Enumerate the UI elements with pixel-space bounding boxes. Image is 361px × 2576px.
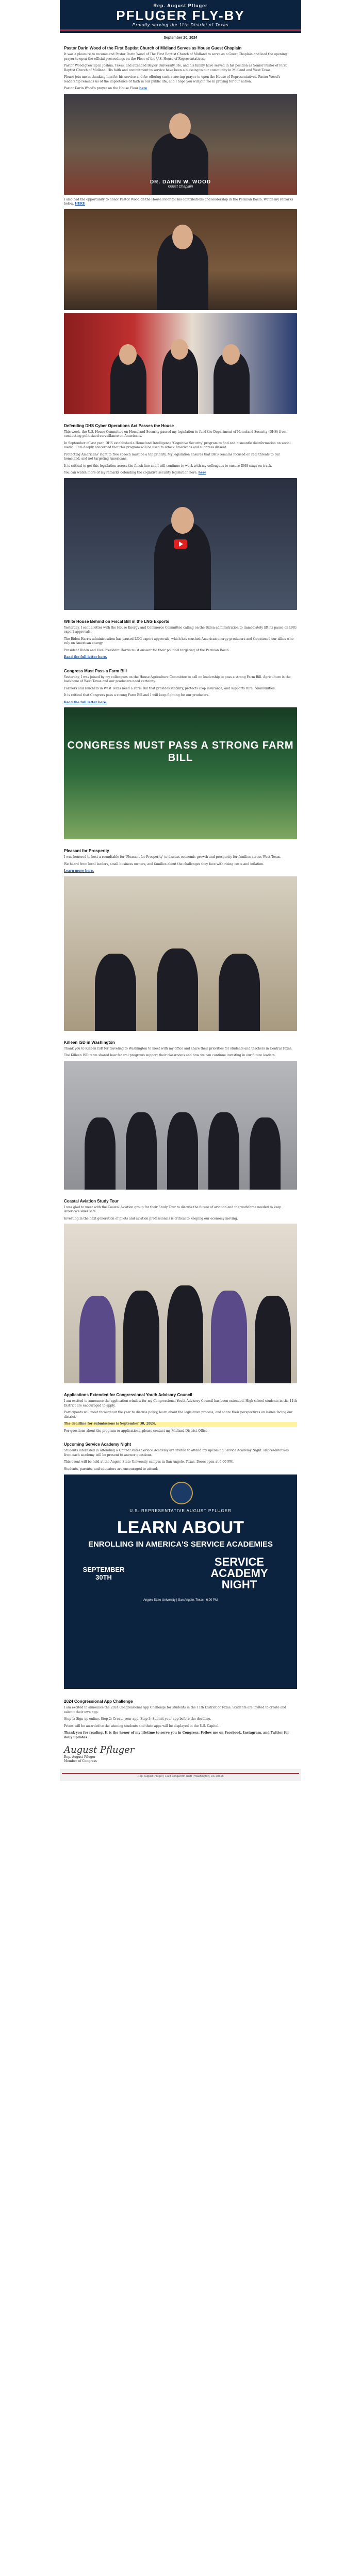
- section-farm-bill: [60, 664, 301, 844]
- remarks-link[interactable]: HERE: [75, 202, 85, 206]
- farm-bill-banner: [64, 707, 297, 839]
- section-title: Pastor Darin Wood of the First Baptist Church of Midland Serves as House Guest Chaplain: [64, 46, 242, 50]
- person-figure: [208, 1112, 239, 1190]
- person-figure: [219, 954, 260, 1031]
- signoff-name: Rep. August Pfluger: [64, 1755, 96, 1759]
- person-figure: [79, 1296, 116, 1383]
- paragraph: [64, 198, 297, 207]
- paragraph: [64, 655, 297, 660]
- paragraph-text: You can watch more of my remarks defending the cognitive security legislation here.: [64, 471, 198, 474]
- flyer-header: U.S. REPRESENTATIVE AUGUST PFLUGER: [129, 1509, 232, 1513]
- paragraph: In September of last year, DHS established a Homeland Intelligence 'Cognitive Security' program to find and dismantle disinformation on social media. I am deeply concerned that this program will be used to attack Americans and suppress dissent.: [64, 441, 291, 449]
- section-killeen-isd: [60, 1035, 301, 1194]
- paragraph: It is critical to get this legislation across the finish line and I will continue to work with my colleagues to ensure DHS stays on track.: [64, 464, 272, 468]
- paragraph: President Biden and Vice President Harris must answer for their political targeting of the Permian Basin.: [64, 648, 230, 652]
- caption-name: DR. DARIN W. WOOD: [150, 179, 211, 185]
- section-title: Pleasant for Prosperity: [64, 849, 109, 853]
- paragraph: Thank you to Killeen ISD for traveling to Washington to meet with my office and share their priorities for students and teachers in Central Texas.: [64, 1046, 292, 1050]
- person-head: [172, 225, 193, 249]
- flyer-row: [64, 1549, 297, 1590]
- section-prosperity: [60, 843, 301, 1035]
- paragraph: Yesterday, I was joined by my colleagues on the House Agriculture Committee to call on leadership to pass a strong Farm Bill. Agriculture is the backbone of West Texas and our producers need certainty.: [64, 675, 291, 683]
- person-head: [119, 344, 137, 365]
- person-figure: [154, 522, 211, 610]
- paragraph: Farmers and ranchers in West Texas need a Farm Bill that provides stability, protects crop insurance, and supports rural communities.: [64, 686, 276, 690]
- paragraph: I was glad to meet with the Coastal Aviation group for their Study Tour to discuss the future of aviation and the workforce needed to keep America's skies safe.: [64, 1205, 282, 1213]
- dhs-video-thumbnail[interactable]: [64, 478, 297, 610]
- section-dhs-act: [60, 418, 301, 614]
- farm-bill-banner-text: CONGRESS MUST PASS A STRONG FARM BILL: [67, 740, 294, 764]
- paragraph: Students interested in attending a United States Service Academy are invited to attend my upcoming Service Academy Night. Representatives from each academy will be present to answer questions.: [64, 1449, 289, 1457]
- person-head: [171, 339, 188, 360]
- footer-rule: [62, 1773, 299, 1774]
- paragraph: It is critical that Congress pass a strong Farm Bill and I will keep fighting for our producers.: [64, 693, 209, 697]
- signature: August Pfluger: [64, 1744, 135, 1755]
- person-figure: [123, 1291, 159, 1383]
- prosperity-link[interactable]: Learn more here.: [64, 869, 94, 873]
- masthead-tagline: Proudly serving the 11th District of Texas: [132, 23, 229, 27]
- photo-caption: [64, 179, 297, 189]
- person-figure: [157, 948, 198, 1031]
- remarks-video-thumbnail[interactable]: [64, 209, 297, 310]
- flyer-location: Angelo State University | San Angelo, Texas | 6:00 PM: [143, 1599, 218, 1602]
- person-head: [222, 344, 240, 365]
- section-lng-exports: [60, 614, 301, 664]
- section-title: Defending DHS Cyber Operations Act Passes the House: [64, 423, 174, 428]
- section-title: Applications Extended for Congressional Youth Advisory Council: [64, 1393, 192, 1397]
- masthead: [60, 0, 301, 33]
- paragraph: I am excited to announce the application window for my Congressional Youth Advisory Council has been extended. High school students in the 11th District are encouraged to apply.: [64, 1399, 297, 1408]
- section-youth-council: [60, 1387, 301, 1437]
- paragraph: Students, parents, and educators are encouraged to attend.: [64, 1467, 158, 1471]
- roundtable-photo: [64, 876, 297, 1031]
- lng-letter-link[interactable]: Read the full letter here.: [64, 655, 107, 659]
- paragraph: It was a pleasure to recommend Pastor Darin Wood of The First Baptist Church of Midland to serve as a Guest Chaplain and lead the opening prayer to open the official proceedings on the Floor of the U.S. House of Representatives.: [64, 53, 287, 61]
- person-figure: [211, 1291, 247, 1383]
- congressional-seal-icon: [170, 1482, 193, 1504]
- issue-date: September 20, 2024: [163, 36, 198, 40]
- play-icon[interactable]: [174, 539, 187, 549]
- masthead-title: PFLUGER FLY-BY: [116, 8, 245, 23]
- service-academy-flyer: [64, 1475, 297, 1689]
- section-aviation: [60, 1194, 301, 1388]
- flyer-event: SERVICE ACADEMY NIGHT: [210, 1555, 268, 1591]
- paragraph: We heard from local leaders, small business owners, and families about the challenges they face with rising costs and inflation.: [64, 862, 265, 866]
- section-app-challenge: [60, 1694, 301, 1743]
- paragraph: Prizes will be awarded to the winning students and their apps will be displayed in the U.S. Capitol.: [64, 1724, 220, 1728]
- section-title: Coastal Aviation Study Tour: [64, 1198, 119, 1204]
- person-head: [171, 507, 194, 534]
- person-figure: [85, 1117, 116, 1190]
- flyer-date: SEPTEMBER 30TH: [83, 1566, 125, 1581]
- caption-role: Guest Chaplain: [168, 184, 193, 189]
- paragraph: Investing in the next generation of pilots and aviation professionals is critical to keeping our economy moving.: [64, 1216, 238, 1221]
- paragraph: Protecting Americans' right to free speech must be a top priority. My legislation ensures that DHS remains focused on real threats to our homeland, and not targeting Americans.: [64, 452, 280, 461]
- flyer-headline: LEARN ABOUT: [117, 1518, 244, 1537]
- paragraph: The Biden-Harris administration has paused LNG export approvals, which has crushed American energy producers and threatened our allies who rely on American energy.: [64, 637, 293, 645]
- section-title: Congress Must Pass a Farm Bill: [64, 668, 127, 673]
- paragraph: [64, 471, 297, 476]
- group-photo: [64, 313, 297, 414]
- paragraph: Please join me in thanking him for his service and for offering such a moving prayer to open the House of Representatives. Pastor Wood's leadership reminds us of the importance of faith in our public life, and I hope you will join me in praying for our nation.: [64, 75, 281, 83]
- footer-address: Rep. August Pfluger | 1124 Longworth HOB | Washington, DC 20515: [137, 1775, 224, 1778]
- paragraph: The Killeen ISD team shared how federal programs support their classrooms and how we can continue investing in our future leaders.: [64, 1054, 276, 1057]
- paragraph: [64, 869, 297, 874]
- killeen-isd-photo: [64, 1061, 297, 1190]
- dhs-link[interactable]: here: [198, 471, 206, 474]
- flyer-subheadline: ENROLLING IN AMERICA'S SERVICE ACADEMIES: [88, 1540, 273, 1549]
- section-title: Killeen ISD in Washington: [64, 1040, 115, 1045]
- section-title: White House Behind on Fiscal Bill in the LNG Exports: [64, 619, 170, 624]
- deadline-text: The deadline for submissions is September 30, 2024.: [64, 1422, 297, 1427]
- paragraph-text: I also had the opportunity to honor Pastor Wood on the House Floor for his contributions and leadership in the Permian Basin. Watch my remarks below.: [64, 197, 293, 206]
- paragraph: I was honored to host a roundtable for 'Pleasant for Prosperity' to discuss economic growth and prosperity for families across West Texas.: [64, 855, 282, 859]
- closing-paragraph: Thank you for reading. It is the honor of my lifetime to serve you in Congress. Follow me on Facebook, Instagram, and Twitter for daily updates.: [64, 1731, 289, 1739]
- person-figure: [167, 1285, 203, 1383]
- chaplain-photo: [64, 94, 297, 195]
- section-title: 2024 Congressional App Challenge: [64, 1699, 133, 1704]
- paragraph: Step 1: Sign up online. Step 2: Create your app. Step 3: Submit your app before the deadline.: [64, 1717, 211, 1721]
- person-figure: [126, 1112, 157, 1190]
- paragraph: [64, 87, 297, 91]
- paragraph: This week, the U.S. House Committee on Homeland Security passed my legislation to fund the Department of Homeland Security (DHS) from conducting politicized surveillance on Americans.: [64, 430, 287, 438]
- signoff-role: Member of Congress: [64, 1759, 97, 1763]
- farm-letter-link[interactable]: Read the full letter here.: [64, 700, 107, 704]
- person-figure: [95, 954, 136, 1031]
- person-head: [169, 113, 191, 139]
- paragraph: Yesterday, I sent a letter with the House Energy and Commerce Committee calling on the Biden administration to immediately lift its pause on LNG export approvals.: [64, 625, 297, 634]
- paragraph: For questions about the program or applications, please contact my Midland District Office.: [64, 1429, 209, 1433]
- prayer-link[interactable]: here: [139, 87, 147, 90]
- section-service-academy: [60, 1437, 301, 1694]
- paragraph-text: Pastor Darin Wood's prayer on the House Floor: [64, 87, 139, 90]
- section-guest-chaplain: [60, 41, 301, 418]
- person-figure: [255, 1296, 291, 1383]
- paragraph: This event will be held at the Angelo State University campus in San Angelo, Texas. Doors open at 6:00 PM.: [64, 1460, 234, 1464]
- newsletter: [60, 0, 301, 1781]
- paragraph: Pastor Wood grew up in Joshua, Texas, and attended Baylor University. He, and his family have served in his position as Senior Pastor of First Baptist Church of Midland. His faith and commitment to service have been a blessing to our community in Midland and West Texas.: [64, 64, 287, 72]
- masthead-rep: Rep. August Pfluger: [153, 3, 208, 8]
- section-title: Upcoming Service Academy Night: [64, 1442, 131, 1447]
- masthead-rule: [60, 29, 301, 31]
- paragraph: Participants will meet throughout the year to discuss policy, learn about the legislative process, and share their perspectives on issues facing our district.: [64, 1411, 293, 1419]
- paragraph: [64, 701, 297, 705]
- footer: [60, 1769, 301, 1781]
- person-figure: [250, 1117, 281, 1190]
- paragraph: I am excited to announce the 2024 Congressional App Challenge for students in the 11th District of Texas. Students are invited to create and submit their own app.: [64, 1706, 286, 1714]
- person-figure: [167, 1112, 198, 1190]
- aviation-group-photo: [64, 1224, 297, 1383]
